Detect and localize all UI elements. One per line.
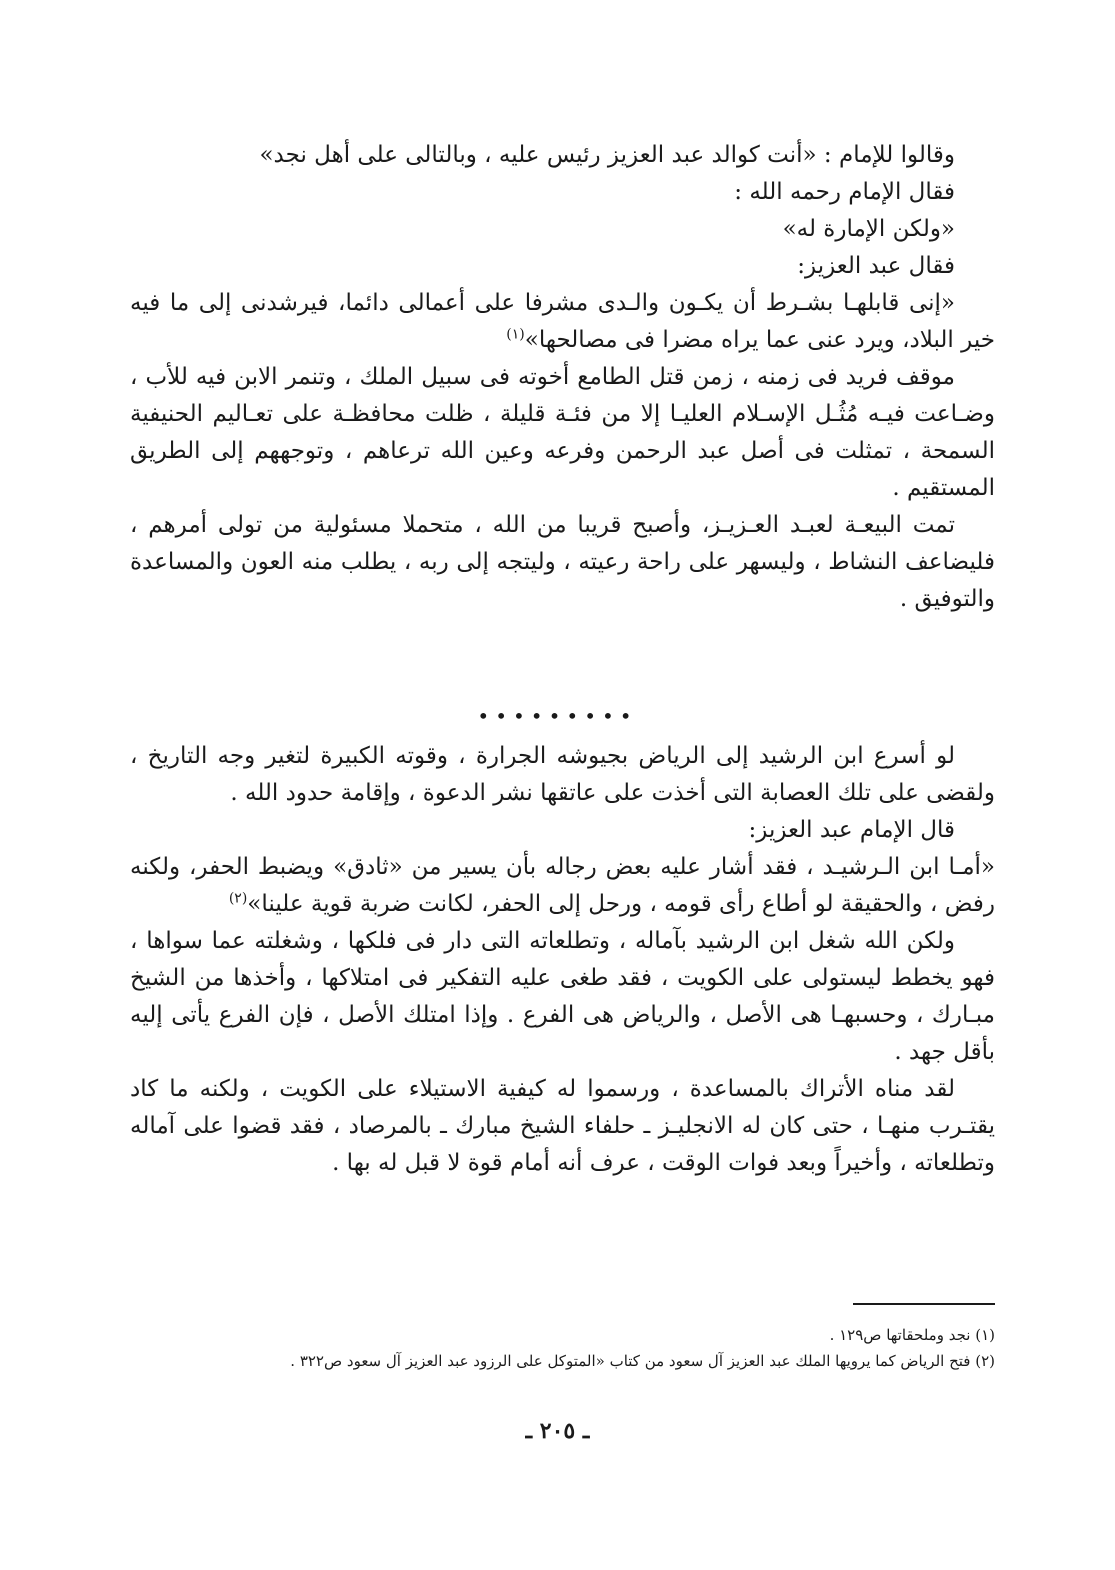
footnote-reference-2: (٢) [228, 890, 248, 907]
quote-paragraph [130, 849, 995, 923]
footnote-2: (٢) فتح الرياض كما يرويها الملك عبد العزيز آل سعود من كتاب «المتوكل على الرزود عبد العزيز آل سعود ص٣٢٢ . [290, 1352, 995, 1370]
paragraph: وقالوا للإمام : «أنت كوالد عبد العزيز رئيس عليه ، وبالتالى على أهل نجد» [259, 142, 955, 168]
paragraph: ولكن الله شغل ابن الرشيد بآماله ، وتطلعاته التى دار فى فلكها ، وشغلته عما سواها ، فهو يخطط ليستولى على الكويت ، فقد طغى عليه التفكير فى امتلاكها ، وأخذها من الشيخ مبـارك ، وحسبهـا هى الأصل ، والرياض هى الفرع . وإذا امتلك الأصل ، فإن الفرع يأتى إليه بأقل جهد . [130, 928, 995, 1065]
paragraph: لقد مناه الأتراك بالمساعدة ، ورسموا له كيفية الاستيلاء على الكويت ، ولكنه ما كاد يقتـرب منهـا ، حتى كان له الانجليـز ـ حلفاء الشيخ مبارك ـ بالمرصاد ، فقد قضوا على آماله وتطلعاته ، وأخيراً وبعد فوات الوقت ، عرف أنه أمام قوة لا قبل له بها . [130, 1076, 995, 1176]
paragraph: موقف فريد فى زمنه ، زمن قتل الطامع أخوته فى سبيل الملك ، وتنمر الابن فيه للأب ، وضـاعت فيـه مُثُـل الإسـلام العليـا إلا من فئـة قليلة ، ظلت محافظـة على تعـاليم الحنيفية السمحة ، تمثلت فى أصل عبد الرحمن وفرعه وعين الله ترعاهم ، وتوجههم إلى الطريق المستقيم . [130, 364, 996, 501]
section-separator: ••••••••• [477, 704, 638, 728]
footnotes [130, 1322, 995, 1374]
quote-text: «إنى قابلهـا بشـرط أن يكـون والـدى مشرفا على أعمالى دائما، فيرشدنى إلى ما فيه خير البلاد، ويرد عنى عما يراه مضرا فى مصالحها» [130, 290, 995, 353]
page-number: ـ ٢٠٥ ـ [525, 1418, 590, 1444]
paragraph: تمت البيعـة لعبـد العـزيـز، وأصبح قريبا من الله ، متحملا مسئولية من تولى أمرهم ، فليضاعف النشاط ، وليسهر على راحة رعيته ، وليتجه إلى ربه ، يطلب منه العون والمساعدة والتوفيق . [130, 512, 995, 612]
quote-text: «أمـا ابن الـرشيـد ، فقد أشار عليه بعض رجاله بأن يسير من «ثادق» ويضبط الحفر، ولكنه رفض ، والحقيقة لو أطاع رأى قومه ، ورحل إلى الحفر، لكانت ضربة قوية علينا» [130, 854, 995, 917]
paragraph: لو أسرع ابن الرشيد إلى الرياض بجيوشه الجرارة ، وقوته الكبيرة لتغير وجه التاريخ ، ولقضى على تلك العصابة التى أخذت على عاتقها نشر الدعوة ، وإقامة حدود الله . [130, 743, 995, 806]
paragraph: قال الإمام عبد العزيز: [748, 817, 955, 843]
quote-paragraph [130, 285, 995, 359]
text-section-1 [130, 137, 995, 618]
text-section-2 [130, 738, 995, 1182]
paragraph: «ولكن الإمارة له» [782, 216, 955, 242]
paragraph: فقال عبد العزيز: [797, 253, 955, 279]
footnote-divider [853, 1303, 995, 1305]
footnote-1: (١) نجد وملحقاتها ص١٢٩ . [829, 1326, 995, 1344]
footnote-reference-1: (١) [506, 326, 525, 343]
paragraph: فقال الإمام رحمه الله : [734, 179, 955, 205]
